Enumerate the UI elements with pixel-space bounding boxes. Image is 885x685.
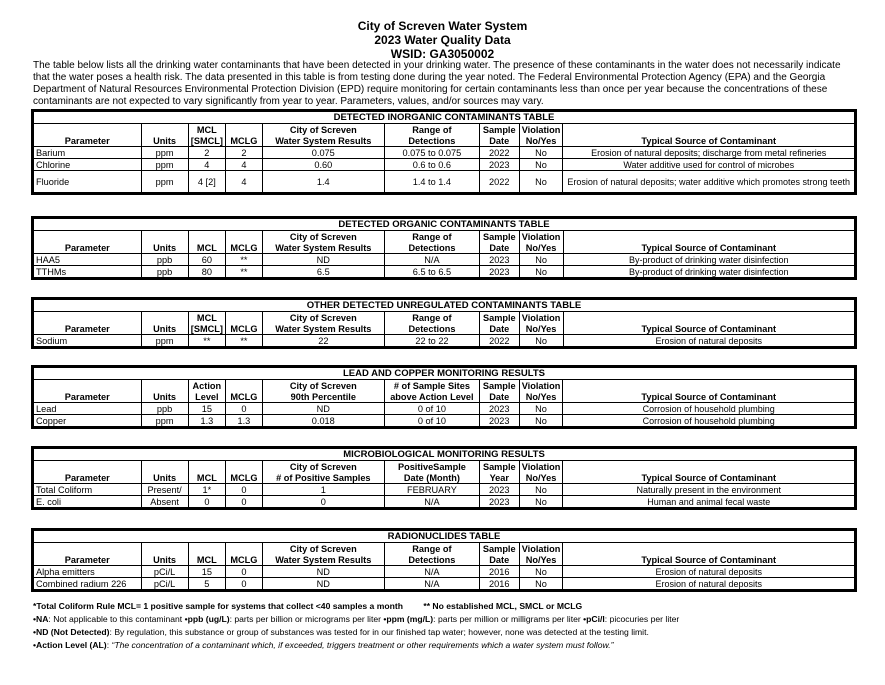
header-violation: Violation	[519, 461, 563, 473]
cell-mcl: 60	[188, 254, 226, 266]
header-result: City of Screven	[262, 312, 384, 324]
cell-mclg: 1.3	[226, 415, 263, 427]
header-result: Water System Results	[262, 135, 384, 147]
header-violation: Violation	[519, 231, 563, 243]
cell-mclg: **	[226, 254, 263, 266]
cell-mclg: 0	[226, 566, 263, 578]
cell-date: 2022	[479, 171, 519, 193]
header-violation: No/Yes	[519, 391, 563, 403]
cell-result: ND	[262, 254, 384, 266]
note-ppm-text: : parts per million or milligrams per liter	[433, 614, 584, 624]
header-units	[141, 461, 188, 473]
cell-violation: No	[519, 496, 563, 508]
header-mcl: MCL	[188, 242, 226, 254]
cell-source: Water additive used for control of microbes	[563, 159, 855, 171]
cell-units: ppm	[141, 335, 188, 347]
cell-result: 0	[262, 496, 384, 508]
header-mcl: [SMCL]	[188, 135, 226, 147]
cell-range: FEBRUARY	[384, 484, 479, 496]
cell-source: Corrosion of household plumbing	[563, 403, 855, 415]
header-mcl: MCL	[188, 554, 226, 566]
header-result: City of Screven	[262, 231, 384, 243]
cell-result: 1.4	[262, 171, 384, 193]
report-wsid: WSID: GA3050002	[390, 47, 495, 61]
header-result: Water System Results	[262, 554, 384, 566]
header-mcl: MCL	[188, 472, 226, 484]
cell-range: N/A	[384, 254, 479, 266]
header-violation: Violation	[519, 543, 563, 555]
header-range: Detections	[384, 554, 479, 566]
header-date: Sample	[479, 312, 519, 324]
cell-source: By-product of drinking water disinfection	[563, 266, 854, 278]
header-date: Date	[479, 323, 519, 335]
cell-mcl: 2	[188, 147, 226, 159]
header-violation: Violation	[519, 380, 563, 392]
header-units: Units	[141, 472, 188, 484]
table-title: DETECTED INORGANIC CONTAMINANTS TABLE	[34, 112, 855, 124]
header-mclg	[226, 231, 263, 243]
header-violation: Violation	[519, 124, 563, 136]
header-range: # of Sample Sites	[384, 380, 479, 392]
cell-source: Erosion of natural deposits	[563, 578, 855, 590]
cell-violation: No	[519, 484, 563, 496]
header-source	[563, 380, 855, 392]
header-mclg	[226, 461, 263, 473]
cell-mcl: 80	[188, 266, 226, 278]
table-header-row	[34, 312, 855, 324]
cell-result: ND	[262, 566, 384, 578]
cell-range: 0.075 to 0.075	[384, 147, 479, 159]
header-parameter	[34, 380, 142, 392]
header-units	[141, 312, 188, 324]
cell-mclg: 0	[226, 484, 263, 496]
header-date: Date	[479, 242, 519, 254]
table-title-row	[34, 531, 855, 543]
header-parameter	[34, 231, 142, 243]
footnote-coliform-row	[33, 601, 853, 614]
header-result: City of Screven	[262, 380, 384, 392]
cell-violation: No	[519, 415, 563, 427]
cell-result: 0.075	[262, 147, 384, 159]
header-parameter: Parameter	[34, 323, 142, 335]
cell-source: Erosion of natural deposits	[563, 566, 855, 578]
header-source	[563, 461, 855, 473]
cell-violation: No	[519, 159, 563, 171]
header-mclg: MCLG	[226, 135, 263, 147]
footnote-coliform: *Total Coliform Rule MCL= 1 positive sample for systems that collect <40 samples a month	[33, 601, 403, 611]
table-row	[34, 335, 855, 347]
cell-result: 22	[262, 335, 384, 347]
cell-mclg: 0	[226, 578, 263, 590]
cell-units: ppb	[141, 266, 188, 278]
cell-mclg: 4	[226, 159, 263, 171]
cell-range: N/A	[384, 496, 479, 508]
cell-parameter: Alpha emitters	[34, 566, 142, 578]
table-row	[34, 496, 855, 508]
table-row	[34, 254, 855, 266]
header-units: Units	[141, 135, 188, 147]
header-result: City of Screven	[262, 543, 384, 555]
header-mcl	[188, 231, 226, 243]
header-source	[563, 543, 855, 555]
table-row	[34, 171, 855, 193]
report-title: City of Screven Water System	[357, 19, 528, 33]
header-source	[563, 231, 854, 243]
cell-mcl: 0	[188, 496, 226, 508]
cell-units: ppm	[141, 159, 188, 171]
header-range: Range of	[384, 312, 479, 324]
cell-mcl: **	[188, 335, 226, 347]
cell-range: 0 of 10	[384, 403, 479, 415]
cell-parameter: Chlorine	[34, 159, 142, 171]
header-parameter: Parameter	[34, 554, 142, 566]
header-mcl: [SMCL]	[188, 323, 226, 335]
cell-result: 0.018	[262, 415, 384, 427]
table-title: LEAD AND COPPER MONITORING RESULTS	[34, 368, 855, 380]
header-units: Units	[141, 554, 188, 566]
microbiological-table	[33, 448, 855, 508]
table-header-row	[34, 554, 855, 566]
cell-mclg: **	[226, 335, 263, 347]
cell-range: N/A	[384, 566, 479, 578]
header-violation: No/Yes	[519, 323, 563, 335]
intro-paragraph: The table below lists all the drinking water contaminants that have been detected in your drinking water. The presence of these contaminants in the water does not necessarily indicate that the water poses a health risk. The data presented in this table is from testing done during the year noted. The Federal Environmental Protection Agency (EPA) and the Georgia Department of Natural Resources Environmental Protection Division (EPD) require monitoring for certain contaminants less than once per year because the concentrations of these contaminants are not expected to vary significantly from year to year. Parameters, values, and/or sources may vary.	[33, 60, 841, 107]
cell-mcl: 5	[188, 578, 226, 590]
unregulated-contaminants-table	[33, 299, 855, 347]
header-date: Year	[479, 472, 519, 484]
header-range: Range of	[384, 543, 479, 555]
header-units	[141, 231, 188, 243]
table-title: RADIONUCLIDES TABLE	[34, 531, 855, 543]
cell-units: Present/	[141, 484, 188, 496]
cell-violation: No	[519, 578, 563, 590]
note-al-label: •Action Level (AL)	[33, 640, 107, 650]
note-na-label: •NA	[33, 614, 49, 624]
table-header-row	[34, 242, 855, 254]
header-units	[141, 124, 188, 136]
cell-source: Erosion of natural deposits; discharge from metal refineries	[563, 147, 855, 159]
header-source	[563, 312, 854, 324]
header-date: Date	[479, 135, 519, 147]
header-mclg	[226, 124, 263, 136]
header-result: # of Positive Samples	[262, 472, 384, 484]
table-title: MICROBIOLOGICAL MONITORING RESULTS	[34, 449, 855, 461]
header-date: Sample	[479, 124, 519, 136]
header-mcl: MCL	[188, 124, 226, 136]
header-mcl: MCL	[188, 312, 226, 324]
organic-contaminants-table	[33, 218, 855, 278]
note-al-sep: :	[106, 640, 112, 650]
note-pci-text: : picocuries per liter	[604, 614, 680, 624]
cell-units: ppm	[141, 147, 188, 159]
table-row	[34, 403, 855, 415]
note-pci-label: •pCi/l	[583, 614, 605, 624]
header-result: Water System Results	[262, 242, 384, 254]
cell-date: 2022	[479, 335, 519, 347]
header-source	[563, 124, 855, 136]
cell-date: 2023	[479, 254, 519, 266]
table-title-row	[34, 449, 855, 461]
header-mclg: MCLG	[226, 472, 263, 484]
note-ppb-text: : parts per billion or micrograms per liter	[229, 614, 384, 624]
table-row	[34, 266, 855, 278]
cell-violation: No	[519, 335, 563, 347]
header-date: Date	[479, 554, 519, 566]
header-mclg	[226, 312, 263, 324]
table-title: OTHER DETECTED UNREGULATED CONTAMINANTS TABLE	[34, 300, 855, 312]
cell-mclg: **	[226, 266, 263, 278]
table-header-row	[34, 135, 855, 147]
header-violation: No/Yes	[519, 472, 563, 484]
radionuclides-table	[33, 530, 855, 590]
cell-units: ppb	[141, 254, 188, 266]
table-header-row	[34, 380, 855, 392]
cell-parameter: Barium	[34, 147, 142, 159]
cell-date: 2022	[479, 147, 519, 159]
header-parameter	[34, 312, 142, 324]
cell-result: ND	[262, 578, 384, 590]
note-ppb-label: •ppb (ug/L)	[184, 614, 230, 624]
table-header-row	[34, 391, 855, 403]
header-range: Detections	[384, 242, 479, 254]
header-range: above Action Level	[384, 391, 479, 403]
cell-units: pCi/L	[141, 578, 188, 590]
cell-date: 2023	[479, 415, 519, 427]
header-mclg: MCLG	[226, 554, 263, 566]
cell-date: 2023	[479, 266, 519, 278]
table-header-row	[34, 461, 855, 473]
table-row	[34, 147, 855, 159]
header-parameter	[34, 461, 142, 473]
cell-mclg: 0	[226, 403, 263, 415]
cell-units: Absent	[141, 496, 188, 508]
header-mclg: MCLG	[226, 391, 263, 403]
note-nd-text: : By regulation, this substance or group of substances was tested for in our finished tap water; however, none was detected at the testing limit.	[109, 627, 649, 637]
cell-result: 0.60	[262, 159, 384, 171]
header-result: 90th Percentile	[262, 391, 384, 403]
header-source: Typical Source of Contaminant	[563, 135, 855, 147]
cell-parameter: Sodium	[34, 335, 142, 347]
table-row	[34, 159, 855, 171]
header-result: City of Screven	[262, 461, 384, 473]
table-header-row	[34, 472, 855, 484]
header-source: Typical Source of Contaminant	[563, 554, 855, 566]
header-date: Sample	[479, 380, 519, 392]
header-mcl: Level	[188, 391, 226, 403]
header-result: Water System Results	[262, 323, 384, 335]
cell-mcl: 4 [2]	[188, 171, 226, 193]
table-header-row	[34, 323, 855, 335]
cell-range: 6.5 to 6.5	[384, 266, 479, 278]
cell-units: ppb	[141, 403, 188, 415]
header-units	[141, 543, 188, 555]
cell-mclg: 4	[226, 171, 263, 193]
header-range: PositiveSample	[384, 461, 479, 473]
cell-violation: No	[519, 147, 563, 159]
table-title-row	[34, 219, 855, 231]
report-subtitle: 2023 Water Quality Data	[374, 33, 511, 47]
cell-range: 0.6 to 0.6	[384, 159, 479, 171]
table-row	[34, 566, 855, 578]
cell-units: pCi/L	[141, 566, 188, 578]
cell-date: 2023	[479, 484, 519, 496]
header-range: Range of	[384, 124, 479, 136]
header-units	[141, 380, 188, 392]
footnote-al-row	[33, 640, 853, 653]
cell-mcl: 1.3	[188, 415, 226, 427]
footnote-no-mcl: ** No established MCL, SMCL or MCLG	[423, 601, 583, 611]
header-mclg: MCLG	[226, 242, 263, 254]
cell-violation: No	[519, 171, 563, 193]
header-parameter	[34, 124, 142, 136]
cell-violation: No	[519, 254, 563, 266]
note-al-text: “The concentration of a contaminant which, if exceeded, triggers treatment or other requirements which a water system must follow.”	[111, 640, 614, 650]
note-na-text: : Not applicable to this contaminant	[48, 614, 185, 624]
table-row	[34, 415, 855, 427]
header-violation: Violation	[519, 312, 563, 324]
header-source: Typical Source of Contaminant	[563, 472, 855, 484]
cell-mcl: 1*	[188, 484, 226, 496]
table-row	[34, 484, 855, 496]
lead-copper-table	[33, 367, 855, 427]
header-units: Units	[141, 391, 188, 403]
table-header-row	[34, 231, 855, 243]
cell-mcl: 4	[188, 159, 226, 171]
header-units: Units	[141, 242, 188, 254]
header-range: Range of	[384, 231, 479, 243]
header-source: Typical Source of Contaminant	[563, 323, 854, 335]
header-date: Date	[479, 391, 519, 403]
table-header-row	[34, 543, 855, 555]
header-date: Sample	[479, 543, 519, 555]
header-range: Date (Month)	[384, 472, 479, 484]
cell-range: 0 of 10	[384, 415, 479, 427]
cell-parameter: Total Coliform	[34, 484, 142, 496]
header-date: Sample	[479, 231, 519, 243]
table-title-row	[34, 368, 855, 380]
cell-mclg: 2	[226, 147, 263, 159]
footnote-units-row	[33, 614, 853, 627]
table-title-row	[34, 300, 855, 312]
cell-date: 2016	[479, 578, 519, 590]
header-mcl: Action	[188, 380, 226, 392]
header-mclg	[226, 380, 263, 392]
cell-mclg: 0	[226, 496, 263, 508]
cell-units: ppm	[141, 415, 188, 427]
header-parameter: Parameter	[34, 472, 142, 484]
header-parameter: Parameter	[34, 391, 142, 403]
cell-source: Erosion of natural deposits; water additive which promotes strong teeth	[563, 171, 855, 193]
cell-date: 2023	[479, 403, 519, 415]
cell-parameter: HAA5	[34, 254, 142, 266]
header-mcl	[188, 543, 226, 555]
inorganic-contaminants-table	[33, 111, 855, 193]
cell-date: 2023	[479, 496, 519, 508]
note-nd-label: •ND (Not Detected)	[33, 627, 110, 637]
header-parameter: Parameter	[34, 135, 142, 147]
header-parameter: Parameter	[34, 242, 142, 254]
table-row	[34, 578, 855, 590]
cell-range: 1.4 to 1.4	[384, 171, 479, 193]
header-date: Sample	[479, 461, 519, 473]
header-mclg: MCLG	[226, 323, 263, 335]
cell-source: Naturally present in the environment	[563, 484, 855, 496]
footnote-nd-row	[33, 627, 853, 640]
cell-parameter: Combined radium 226	[34, 578, 142, 590]
header-violation: No/Yes	[519, 554, 563, 566]
cell-source: Human and animal fecal waste	[563, 496, 855, 508]
header-parameter	[34, 543, 142, 555]
header-range: Detections	[384, 135, 479, 147]
note-ppm-label: •ppm (mg/L)	[383, 614, 434, 624]
header-violation: No/Yes	[519, 242, 563, 254]
cell-violation: No	[519, 266, 563, 278]
table-title-row	[34, 112, 855, 124]
cell-mcl: 15	[188, 566, 226, 578]
cell-range: N/A	[384, 578, 479, 590]
cell-units: ppm	[141, 171, 188, 193]
cell-source: Erosion of natural deposits	[563, 335, 854, 347]
cell-result: ND	[262, 403, 384, 415]
cell-violation: No	[519, 403, 563, 415]
header-mclg	[226, 543, 263, 555]
cell-parameter: Lead	[34, 403, 142, 415]
cell-date: 2023	[479, 159, 519, 171]
table-header-row	[34, 124, 855, 136]
footnotes	[33, 601, 853, 653]
cell-parameter: Fluoride	[34, 171, 142, 193]
cell-mcl: 15	[188, 403, 226, 415]
cell-result: 6.5	[262, 266, 384, 278]
cell-result: 1	[262, 484, 384, 496]
cell-source: Corrosion of household plumbing	[563, 415, 855, 427]
header-source: Typical Source of Contaminant	[563, 242, 854, 254]
cell-source: By-product of drinking water disinfection	[563, 254, 854, 266]
header-units: Units	[141, 323, 188, 335]
header-violation: No/Yes	[519, 135, 563, 147]
header-source: Typical Source of Contaminant	[563, 391, 855, 403]
cell-violation: No	[519, 566, 563, 578]
table-title: DETECTED ORGANIC CONTAMINANTS TABLE	[34, 219, 855, 231]
header-range: Detections	[384, 323, 479, 335]
header-mcl	[188, 461, 226, 473]
cell-parameter: TTHMs	[34, 266, 142, 278]
cell-parameter: E. coli	[34, 496, 142, 508]
cell-parameter: Copper	[34, 415, 142, 427]
header-result: City of Screven	[262, 124, 384, 136]
cell-date: 2016	[479, 566, 519, 578]
cell-range: 22 to 22	[384, 335, 479, 347]
